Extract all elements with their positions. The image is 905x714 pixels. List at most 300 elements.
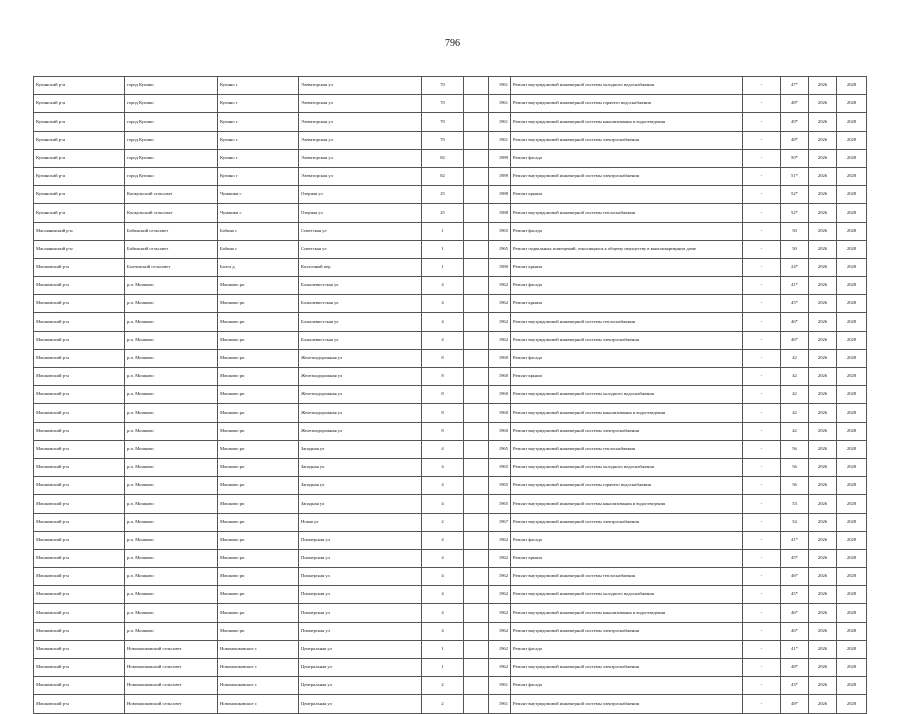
- table-row: [34, 386, 867, 404]
- end-year-cell: 2028: [837, 258, 867, 276]
- municipal-district-cell: Купинский р-н: [34, 131, 125, 149]
- table-row: [34, 240, 867, 258]
- work-type-cell: Ремонт внутридомовой инженерной системы электроснабжения: [511, 422, 743, 440]
- start-year-cell: 2026: [809, 495, 837, 513]
- municipal-district-cell: Мошковский р-н: [34, 258, 125, 276]
- settlement-cell: Новомошковский сельсовет: [125, 659, 218, 677]
- start-year-cell: 2026: [809, 186, 837, 204]
- table-row: [34, 222, 867, 240]
- end-year-cell: 2028: [837, 131, 867, 149]
- start-year-cell: 2026: [809, 531, 837, 549]
- settlement-cell: Копкульский сельсовет: [125, 186, 218, 204]
- settlement-cell: город Купино: [125, 95, 218, 113]
- locality-cell: Мошково рп: [218, 495, 299, 513]
- end-year-cell: 2028: [837, 458, 867, 476]
- municipal-district-cell: Маслянинский р-н: [34, 222, 125, 240]
- work-type-cell: Ремонт фасада: [511, 222, 743, 240]
- end-year-cell: 2028: [837, 640, 867, 658]
- street-cell: Западная ул: [299, 458, 422, 476]
- work-type-cell: Ремонт фасада: [511, 277, 743, 295]
- house-number-cell: 4: [422, 622, 464, 640]
- settlement-cell: р.п. Мошково: [125, 295, 218, 313]
- area-value-cell: -: [743, 331, 781, 349]
- municipal-district-cell: Купинский р-н: [34, 113, 125, 131]
- municipal-district-cell: Мошковский р-н: [34, 277, 125, 295]
- table-row: [34, 77, 867, 95]
- ordinal-cell: 50: [781, 222, 809, 240]
- table-row: [34, 622, 867, 640]
- end-year-cell: 2028: [837, 677, 867, 695]
- municipal-district-cell: Мошковский р-н: [34, 295, 125, 313]
- settlement-cell: р.п. Мошково: [125, 404, 218, 422]
- table-row: [34, 277, 867, 295]
- building-cell: [464, 440, 489, 458]
- year-built-cell: 1961: [489, 95, 511, 113]
- area-value-cell: -: [743, 186, 781, 204]
- year-built-cell: 1962: [489, 531, 511, 549]
- settlement-cell: Новомошковский сельсовет: [125, 695, 218, 713]
- settlement-cell: р.п. Мошково: [125, 313, 218, 331]
- municipal-district-cell: Мошковский р-н: [34, 477, 125, 495]
- street-cell: Западная ул: [299, 495, 422, 513]
- table-body: [34, 77, 867, 714]
- ordinal-cell: 42: [781, 386, 809, 404]
- house-number-cell: 4: [422, 477, 464, 495]
- house-number-cell: 4: [422, 331, 464, 349]
- municipal-district-cell: Мошковский р-н: [34, 495, 125, 513]
- house-number-cell: 4: [422, 277, 464, 295]
- year-built-cell: 1960: [489, 404, 511, 422]
- table-row: [34, 568, 867, 586]
- area-value-cell: -: [743, 95, 781, 113]
- year-built-cell: 1962: [489, 549, 511, 567]
- start-year-cell: 2026: [809, 386, 837, 404]
- locality-cell: Мошково рп: [218, 586, 299, 604]
- building-cell: [464, 659, 489, 677]
- end-year-cell: 2028: [837, 386, 867, 404]
- repair-schedule-table: [33, 76, 867, 714]
- start-year-cell: 2026: [809, 422, 837, 440]
- year-built-cell: 1960: [489, 386, 511, 404]
- municipal-district-cell: Мошковский р-н: [34, 586, 125, 604]
- settlement-cell: р.п. Мошково: [125, 277, 218, 295]
- settlement-cell: Копкульский сельсовет: [125, 204, 218, 222]
- end-year-cell: 2028: [837, 568, 867, 586]
- table-row: [34, 368, 867, 386]
- work-type-cell: Ремонт фасада: [511, 640, 743, 658]
- year-built-cell: 1962: [489, 568, 511, 586]
- year-built-cell: 1965: [489, 440, 511, 458]
- settlement-cell: р.п. Мошково: [125, 331, 218, 349]
- street-cell: Железнодорожная ул: [299, 368, 422, 386]
- year-built-cell: 1962: [489, 586, 511, 604]
- building-cell: [464, 77, 489, 95]
- locality-cell: Мошково рп: [218, 549, 299, 567]
- house-number-cell: 82: [422, 167, 464, 185]
- building-cell: [464, 277, 489, 295]
- start-year-cell: 2026: [809, 477, 837, 495]
- locality-cell: Балта д: [218, 258, 299, 276]
- start-year-cell: 2026: [809, 440, 837, 458]
- building-cell: [464, 695, 489, 713]
- year-built-cell: 1962: [489, 313, 511, 331]
- building-cell: [464, 95, 489, 113]
- settlement-cell: р.п. Мошково: [125, 604, 218, 622]
- year-built-cell: 1960: [489, 349, 511, 367]
- street-cell: Большевистская ул: [299, 277, 422, 295]
- settlement-cell: р.п. Мошково: [125, 568, 218, 586]
- work-type-cell: Ремонт внутридомовой инженерной системы горячего водоснабжения: [511, 95, 743, 113]
- year-built-cell: 1960: [489, 422, 511, 440]
- year-built-cell: 1961: [489, 113, 511, 131]
- municipal-district-cell: Мошковский р-н: [34, 458, 125, 476]
- table-row: [34, 349, 867, 367]
- end-year-cell: 2028: [837, 513, 867, 531]
- settlement-cell: р.п. Мошково: [125, 495, 218, 513]
- table-row: [34, 149, 867, 167]
- ordinal-cell: 56: [781, 458, 809, 476]
- house-number-cell: 2: [422, 695, 464, 713]
- building-cell: [464, 495, 489, 513]
- street-cell: Элеваторская ул: [299, 77, 422, 95]
- area-value-cell: -: [743, 277, 781, 295]
- house-number-cell: 4: [422, 495, 464, 513]
- year-built-cell: 1965: [489, 458, 511, 476]
- table-row: [34, 531, 867, 549]
- building-cell: [464, 640, 489, 658]
- settlement-cell: р.п. Мошково: [125, 386, 218, 404]
- settlement-cell: р.п. Мошково: [125, 549, 218, 567]
- end-year-cell: 2028: [837, 95, 867, 113]
- area-value-cell: -: [743, 313, 781, 331]
- area-value-cell: -: [743, 258, 781, 276]
- ordinal-cell: 46*: [781, 313, 809, 331]
- table-row: [34, 695, 867, 713]
- end-year-cell: 2028: [837, 586, 867, 604]
- building-cell: [464, 295, 489, 313]
- year-built-cell: 1962: [489, 640, 511, 658]
- house-number-cell: 4: [422, 549, 464, 567]
- settlement-cell: Новомошковский сельсовет: [125, 640, 218, 658]
- locality-cell: Мошково рп: [218, 368, 299, 386]
- area-value-cell: -: [743, 586, 781, 604]
- ordinal-cell: 46*: [781, 568, 809, 586]
- area-value-cell: -: [743, 422, 781, 440]
- table-row: [34, 95, 867, 113]
- table-row: [34, 513, 867, 531]
- table-row: [34, 331, 867, 349]
- year-built-cell: 1965: [489, 222, 511, 240]
- ordinal-cell: 42: [781, 349, 809, 367]
- start-year-cell: 2026: [809, 258, 837, 276]
- work-type-cell: Ремонт фасада: [511, 349, 743, 367]
- start-year-cell: 2026: [809, 313, 837, 331]
- area-value-cell: -: [743, 495, 781, 513]
- year-built-cell: 1988: [489, 204, 511, 222]
- settlement-cell: город Купино: [125, 131, 218, 149]
- start-year-cell: 2026: [809, 131, 837, 149]
- work-type-cell: Ремонт крыши: [511, 258, 743, 276]
- work-type-cell: Ремонт внутридомовой инженерной системы горячего водоснабжения: [511, 477, 743, 495]
- locality-cell: Чумашки с: [218, 186, 299, 204]
- street-cell: Железнодорожная ул: [299, 386, 422, 404]
- locality-cell: Мошково рп: [218, 331, 299, 349]
- street-cell: Озерная ул: [299, 186, 422, 204]
- locality-cell: Купино г: [218, 113, 299, 131]
- end-year-cell: 2028: [837, 368, 867, 386]
- locality-cell: Мошково рп: [218, 477, 299, 495]
- work-type-cell: Ремонт внутридомовой инженерной системы теплоснабжения: [511, 568, 743, 586]
- house-number-cell: 8: [422, 349, 464, 367]
- street-cell: Новая ул: [299, 513, 422, 531]
- locality-cell: Купино г: [218, 131, 299, 149]
- start-year-cell: 2026: [809, 368, 837, 386]
- work-type-cell: Ремонт внутридомовой инженерной системы канализования и водоотведения: [511, 113, 743, 131]
- street-cell: Элеваторская ул: [299, 113, 422, 131]
- house-number-cell: 4: [422, 604, 464, 622]
- ordinal-cell: 50: [781, 240, 809, 258]
- building-cell: [464, 422, 489, 440]
- table-row: [34, 167, 867, 185]
- start-year-cell: 2026: [809, 604, 837, 622]
- municipal-district-cell: Купинский р-н: [34, 77, 125, 95]
- area-value-cell: -: [743, 113, 781, 131]
- ordinal-cell: 48*: [781, 95, 809, 113]
- table-row: [34, 495, 867, 513]
- building-cell: [464, 604, 489, 622]
- municipal-district-cell: Мошковский р-н: [34, 659, 125, 677]
- street-cell: Большевистская ул: [299, 313, 422, 331]
- street-cell: Железнодорожная ул: [299, 422, 422, 440]
- ordinal-cell: 41*: [781, 277, 809, 295]
- start-year-cell: 2026: [809, 659, 837, 677]
- house-number-cell: 1: [422, 258, 464, 276]
- start-year-cell: 2026: [809, 277, 837, 295]
- house-number-cell: 8: [422, 368, 464, 386]
- municipal-district-cell: Купинский р-н: [34, 186, 125, 204]
- building-cell: [464, 622, 489, 640]
- end-year-cell: 2028: [837, 477, 867, 495]
- house-number-cell: 70: [422, 77, 464, 95]
- house-number-cell: 70: [422, 131, 464, 149]
- house-number-cell: 70: [422, 113, 464, 131]
- work-type-cell: Ремонт внутридомовой инженерной системы теплоснабжения: [511, 313, 743, 331]
- work-type-cell: Ремонт внутридомовой инженерной системы теплоснабжения: [511, 204, 743, 222]
- year-built-cell: 1962: [489, 659, 511, 677]
- municipal-district-cell: Мошковский р-н: [34, 440, 125, 458]
- work-type-cell: Ремонт фасада: [511, 149, 743, 167]
- area-value-cell: -: [743, 149, 781, 167]
- ordinal-cell: 46*: [781, 331, 809, 349]
- building-cell: [464, 131, 489, 149]
- building-cell: [464, 331, 489, 349]
- municipal-district-cell: Мошковский р-н: [34, 604, 125, 622]
- area-value-cell: -: [743, 404, 781, 422]
- locality-cell: Новомошковское с: [218, 677, 299, 695]
- year-built-cell: 1962: [489, 331, 511, 349]
- building-cell: [464, 222, 489, 240]
- table-row: [34, 677, 867, 695]
- work-type-cell: Ремонт фасада: [511, 677, 743, 695]
- building-cell: [464, 586, 489, 604]
- locality-cell: Мошково рп: [218, 513, 299, 531]
- municipal-district-cell: Мошковский р-н: [34, 404, 125, 422]
- start-year-cell: 2026: [809, 568, 837, 586]
- ordinal-cell: 45*: [781, 586, 809, 604]
- settlement-cell: Новомошковский сельсовет: [125, 677, 218, 695]
- area-value-cell: -: [743, 77, 781, 95]
- street-cell: Центральная ул: [299, 659, 422, 677]
- table-row: [34, 659, 867, 677]
- area-value-cell: -: [743, 458, 781, 476]
- building-cell: [464, 458, 489, 476]
- table-row: [34, 422, 867, 440]
- ordinal-cell: 45*: [781, 549, 809, 567]
- start-year-cell: 2026: [809, 677, 837, 695]
- municipal-district-cell: Купинский р-н: [34, 149, 125, 167]
- locality-cell: Мошково рп: [218, 531, 299, 549]
- street-cell: Колхозный пер: [299, 258, 422, 276]
- settlement-cell: р.п. Мошково: [125, 477, 218, 495]
- work-type-cell: Ремонт внутридомовой инженерной системы холодного водоснабжения: [511, 77, 743, 95]
- building-cell: [464, 368, 489, 386]
- street-cell: Центральная ул: [299, 640, 422, 658]
- house-number-cell: 1: [422, 222, 464, 240]
- start-year-cell: 2026: [809, 295, 837, 313]
- area-value-cell: -: [743, 622, 781, 640]
- end-year-cell: 2028: [837, 331, 867, 349]
- house-number-cell: 1: [422, 659, 464, 677]
- ordinal-cell: 54: [781, 513, 809, 531]
- locality-cell: Купино г: [218, 77, 299, 95]
- municipal-district-cell: Мошковский р-н: [34, 422, 125, 440]
- table-row: [34, 295, 867, 313]
- settlement-cell: город Купино: [125, 77, 218, 95]
- year-built-cell: 1965: [489, 495, 511, 513]
- work-type-cell: Ремонт внутридомовой инженерной системы канализования и водоотведения: [511, 495, 743, 513]
- start-year-cell: 2026: [809, 549, 837, 567]
- settlement-cell: город Купино: [125, 113, 218, 131]
- start-year-cell: 2026: [809, 167, 837, 185]
- start-year-cell: 2026: [809, 458, 837, 476]
- municipal-district-cell: Маслянинский р-н: [34, 240, 125, 258]
- settlement-cell: р.п. Мошково: [125, 586, 218, 604]
- ordinal-cell: 43*: [781, 677, 809, 695]
- area-value-cell: -: [743, 295, 781, 313]
- ordinal-cell: 24*: [781, 258, 809, 276]
- street-cell: Советская ул: [299, 240, 422, 258]
- locality-cell: Бабина с: [218, 240, 299, 258]
- building-cell: [464, 167, 489, 185]
- ordinal-cell: 52*: [781, 186, 809, 204]
- end-year-cell: 2028: [837, 531, 867, 549]
- settlement-cell: Бабинский сельсовет: [125, 222, 218, 240]
- area-value-cell: -: [743, 386, 781, 404]
- street-cell: Пионерская ул: [299, 586, 422, 604]
- ordinal-cell: 41*: [781, 531, 809, 549]
- street-cell: Элеваторская ул: [299, 95, 422, 113]
- locality-cell: Мошково рп: [218, 458, 299, 476]
- house-number-cell: 8: [422, 386, 464, 404]
- work-type-cell: Ремонт крыши: [511, 186, 743, 204]
- work-type-cell: Ремонт подвальных помещений, относящихся к общему имуществу в многоквартирном доме: [511, 240, 743, 258]
- house-number-cell: 4: [422, 313, 464, 331]
- settlement-cell: Бабинский сельсовет: [125, 240, 218, 258]
- ordinal-cell: 48*: [781, 659, 809, 677]
- municipal-district-cell: Купинский р-н: [34, 167, 125, 185]
- building-cell: [464, 240, 489, 258]
- locality-cell: Мошково рп: [218, 313, 299, 331]
- municipal-district-cell: Мошковский р-н: [34, 331, 125, 349]
- ordinal-cell: 52*: [781, 204, 809, 222]
- locality-cell: Новомошковское с: [218, 640, 299, 658]
- municipal-district-cell: Купинский р-н: [34, 204, 125, 222]
- table-row: [34, 113, 867, 131]
- building-cell: [464, 386, 489, 404]
- settlement-cell: р.п. Мошково: [125, 622, 218, 640]
- settlement-cell: Балтинский сельсовет: [125, 258, 218, 276]
- end-year-cell: 2028: [837, 495, 867, 513]
- street-cell: Пионерская ул: [299, 622, 422, 640]
- settlement-cell: город Купино: [125, 149, 218, 167]
- locality-cell: Новомошковское с: [218, 659, 299, 677]
- settlement-cell: р.п. Мошково: [125, 349, 218, 367]
- building-cell: [464, 149, 489, 167]
- house-number-cell: 1: [422, 240, 464, 258]
- start-year-cell: 2026: [809, 204, 837, 222]
- end-year-cell: 2028: [837, 695, 867, 713]
- locality-cell: Купино г: [218, 167, 299, 185]
- street-cell: Пионерская ул: [299, 568, 422, 586]
- house-number-cell: 8: [422, 404, 464, 422]
- house-number-cell: 25: [422, 204, 464, 222]
- area-value-cell: -: [743, 604, 781, 622]
- start-year-cell: 2026: [809, 240, 837, 258]
- house-number-cell: 4: [422, 295, 464, 313]
- year-built-cell: 1962: [489, 604, 511, 622]
- building-cell: [464, 204, 489, 222]
- locality-cell: Мошково рп: [218, 386, 299, 404]
- area-value-cell: -: [743, 640, 781, 658]
- work-type-cell: Ремонт крыши: [511, 295, 743, 313]
- street-cell: Центральная ул: [299, 695, 422, 713]
- work-type-cell: Ремонт внутридомовой инженерной системы канализования и водоотведения: [511, 404, 743, 422]
- year-built-cell: 1961: [489, 695, 511, 713]
- start-year-cell: 2026: [809, 331, 837, 349]
- municipal-district-cell: Мошковский р-н: [34, 531, 125, 549]
- end-year-cell: 2028: [837, 222, 867, 240]
- street-cell: Элеваторская ул: [299, 131, 422, 149]
- ordinal-cell: 56: [781, 477, 809, 495]
- table-row: [34, 404, 867, 422]
- ordinal-cell: 48*: [781, 695, 809, 713]
- house-number-cell: 4: [422, 531, 464, 549]
- building-cell: [464, 258, 489, 276]
- end-year-cell: 2028: [837, 295, 867, 313]
- area-value-cell: -: [743, 222, 781, 240]
- municipal-district-cell: Мошковский р-н: [34, 568, 125, 586]
- end-year-cell: 2028: [837, 149, 867, 167]
- street-cell: Большевистская ул: [299, 331, 422, 349]
- municipal-district-cell: Купинский р-н: [34, 95, 125, 113]
- work-type-cell: Ремонт внутридомовой инженерной системы электроснабжения: [511, 513, 743, 531]
- locality-cell: Купино г: [218, 95, 299, 113]
- end-year-cell: 2028: [837, 313, 867, 331]
- locality-cell: Мошково рп: [218, 422, 299, 440]
- end-year-cell: 2028: [837, 659, 867, 677]
- year-built-cell: 1962: [489, 622, 511, 640]
- house-number-cell: 4: [422, 458, 464, 476]
